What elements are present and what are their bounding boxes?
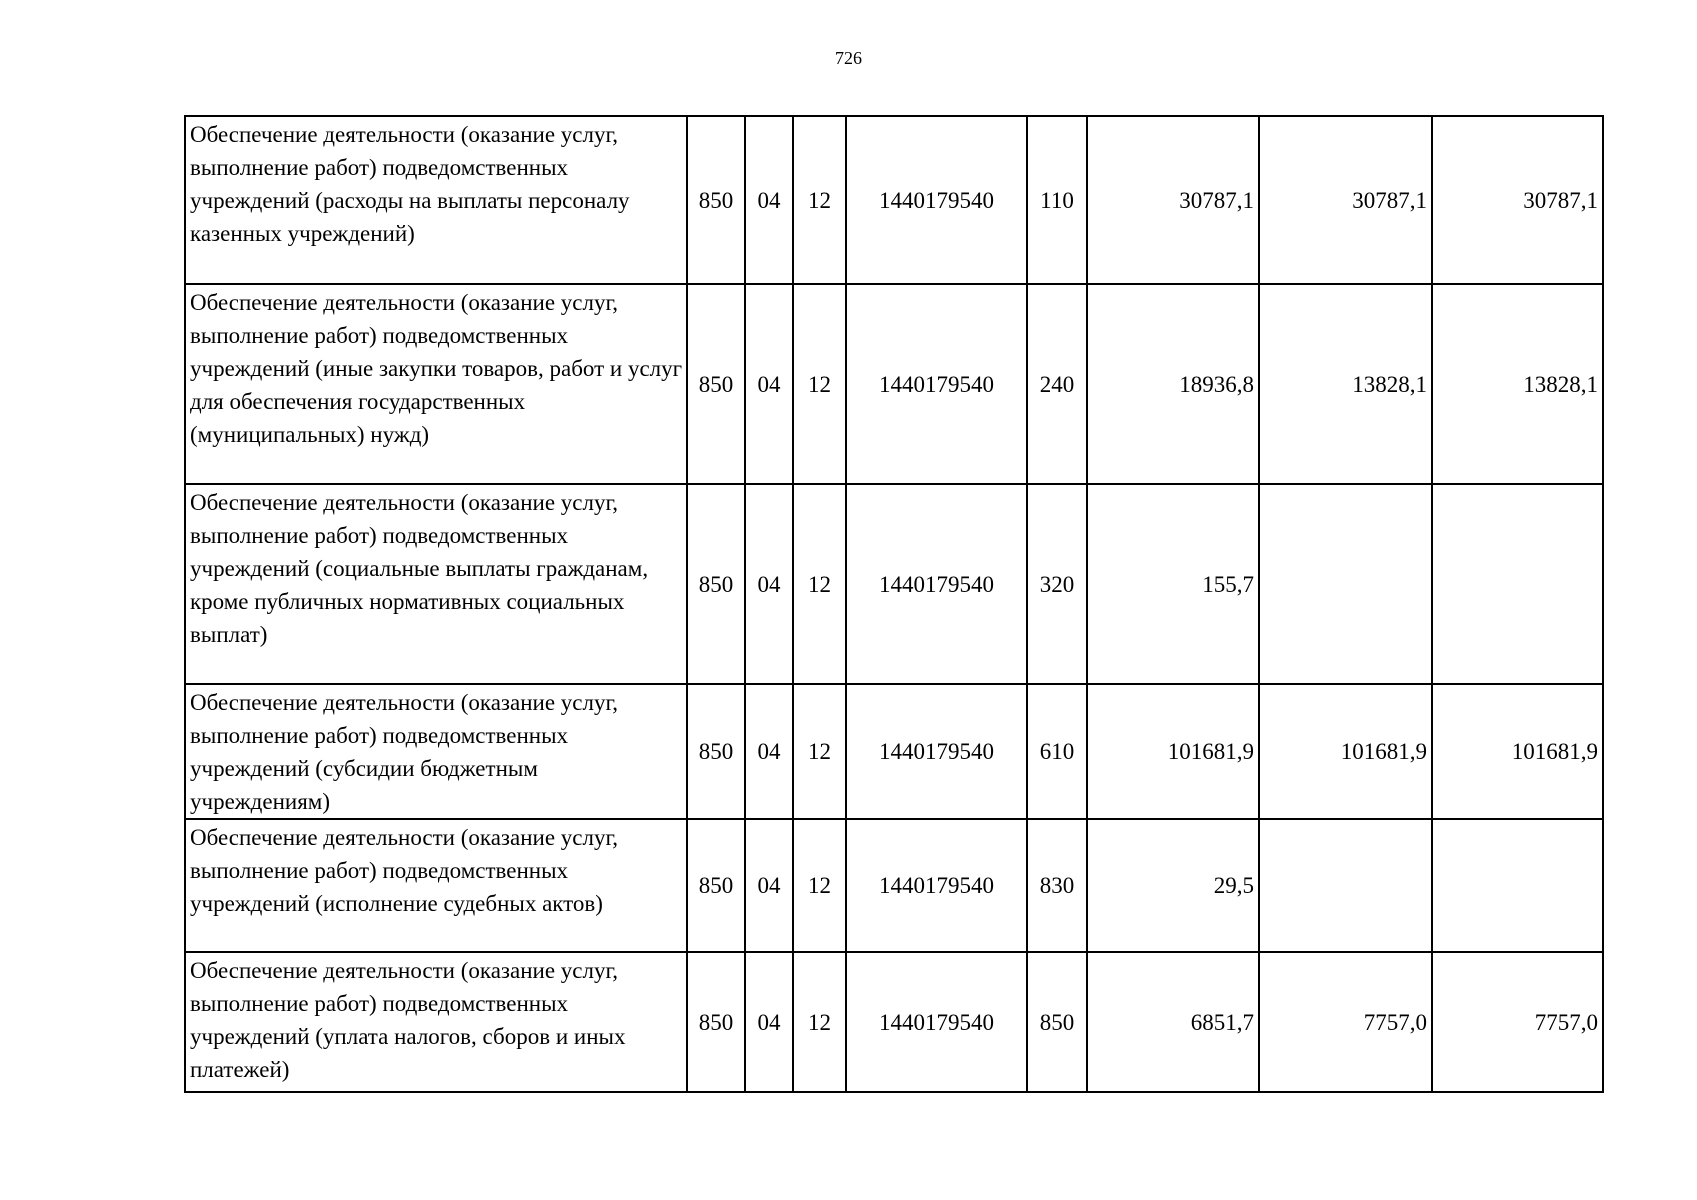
amount-2: 30787,1: [1259, 116, 1432, 284]
amount-3: 30787,1: [1432, 116, 1603, 284]
subsection-code: 12: [793, 819, 846, 952]
amount-2: 101681,9: [1259, 684, 1432, 819]
expense-description: Обеспечение деятельности (оказание услуг, выполнение работ) подведомственных учреждений (субсидии бюджетным учреждениям): [185, 684, 687, 819]
ministry-code: 850: [687, 684, 745, 819]
expense-description: Обеспечение деятельности (оказание услуг, выполнение работ) подведомственных учреждений (социальные выплаты гражданам, кроме публичных нормативных социальных выплат): [185, 484, 687, 684]
amount-3: 13828,1: [1432, 284, 1603, 484]
amount-3: 101681,9: [1432, 684, 1603, 819]
expense-description: Обеспечение деятельности (оказание услуг, выполнение работ) подведомственных учреждений (уплата налогов, сборов и иных платежей): [185, 952, 687, 1092]
target-article-code: 1440179540: [846, 684, 1027, 819]
subsection-code: 12: [793, 952, 846, 1092]
expense-description: Обеспечение деятельности (оказание услуг, выполнение работ) подведомственных учреждений (исполнение судебных актов): [185, 819, 687, 952]
table-row: [185, 684, 1603, 819]
subsection-code: 12: [793, 116, 846, 284]
section-code: 04: [745, 116, 793, 284]
ministry-code: 850: [687, 819, 745, 952]
amount-1: 29,5: [1087, 819, 1259, 952]
section-code: 04: [745, 819, 793, 952]
amount-1: 30787,1: [1087, 116, 1259, 284]
expense-type-code: 610: [1027, 684, 1087, 819]
budget-table: [184, 115, 1604, 1093]
subsection-code: 12: [793, 284, 846, 484]
expense-type-code: 320: [1027, 484, 1087, 684]
expense-type-code: 240: [1027, 284, 1087, 484]
amount-1: 18936,8: [1087, 284, 1259, 484]
section-code: 04: [745, 284, 793, 484]
amount-2: [1259, 484, 1432, 684]
expense-type-code: 850: [1027, 952, 1087, 1092]
amount-2: [1259, 819, 1432, 952]
expense-description: Обеспечение деятельности (оказание услуг, выполнение работ) подведомственных учреждений (расходы на выплаты персоналу казенных учреждений): [185, 116, 687, 284]
section-code: 04: [745, 684, 793, 819]
expense-description: Обеспечение деятельности (оказание услуг, выполнение работ) подведомственных учреждений (иные закупки товаров, работ и услуг для обеспечения государственных (муниципальных) нужд): [185, 284, 687, 484]
table-row: [185, 116, 1603, 284]
table-row: [185, 819, 1603, 952]
ministry-code: 850: [687, 284, 745, 484]
section-code: 04: [745, 484, 793, 684]
target-article-code: 1440179540: [846, 284, 1027, 484]
table-row: [185, 484, 1603, 684]
amount-2: 7757,0: [1259, 952, 1432, 1092]
amount-1: 155,7: [1087, 484, 1259, 684]
target-article-code: 1440179540: [846, 116, 1027, 284]
amount-3: 7757,0: [1432, 952, 1603, 1092]
expense-type-code: 830: [1027, 819, 1087, 952]
ministry-code: 850: [687, 116, 745, 284]
amount-1: 101681,9: [1087, 684, 1259, 819]
subsection-code: 12: [793, 684, 846, 819]
target-article-code: 1440179540: [846, 819, 1027, 952]
amount-1: 6851,7: [1087, 952, 1259, 1092]
section-code: 04: [745, 952, 793, 1092]
table-row: [185, 952, 1603, 1092]
amount-3: [1432, 819, 1603, 952]
amount-2: 13828,1: [1259, 284, 1432, 484]
amount-3: [1432, 484, 1603, 684]
target-article-code: 1440179540: [846, 952, 1027, 1092]
table-row: [185, 284, 1603, 484]
ministry-code: 850: [687, 952, 745, 1092]
page-number: 726: [835, 48, 862, 68]
target-article-code: 1440179540: [846, 484, 1027, 684]
subsection-code: 12: [793, 484, 846, 684]
ministry-code: 850: [687, 484, 745, 684]
expense-type-code: 110: [1027, 116, 1087, 284]
